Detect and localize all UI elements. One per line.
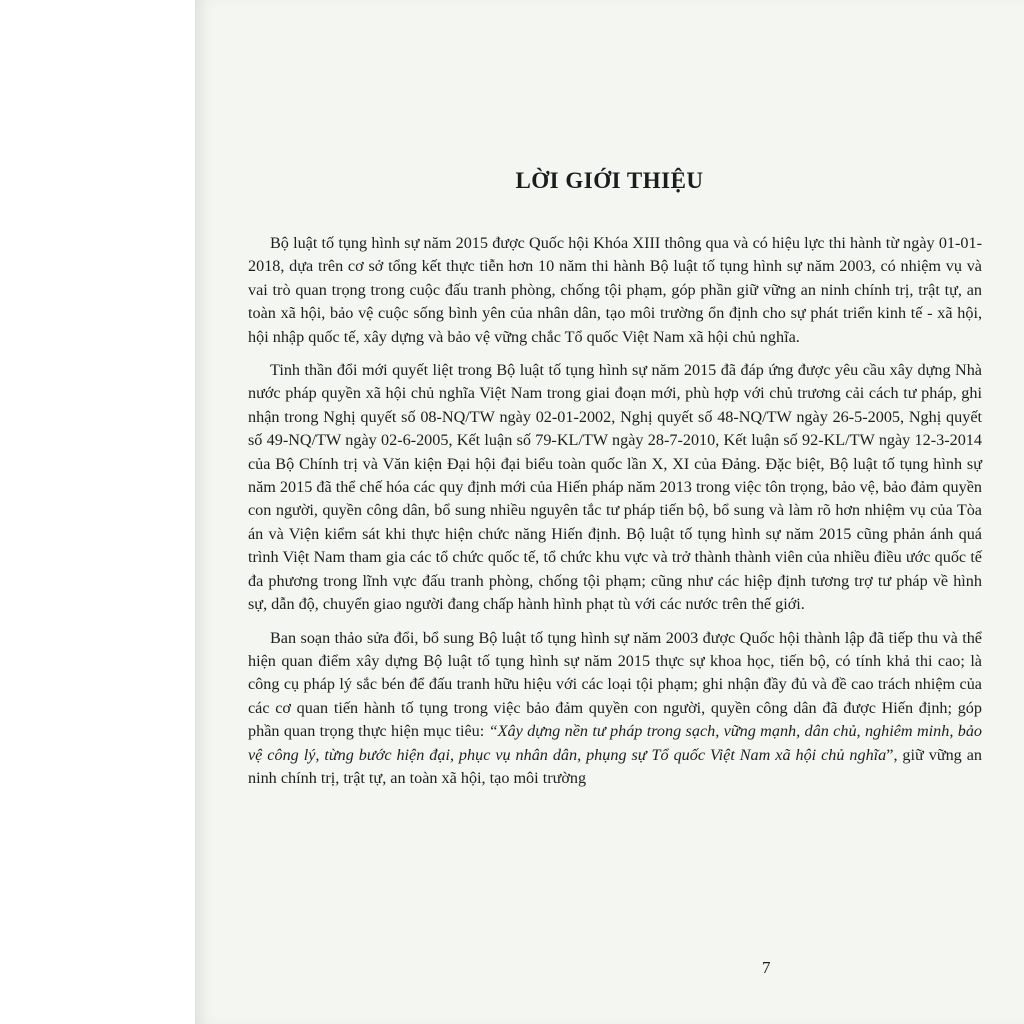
body-text <box>248 232 982 800</box>
book-page <box>195 0 1024 1024</box>
page-title: LỜI GIỚI THIỆU <box>515 168 704 193</box>
paragraph-3-tail: ”, giữ vững an ninh chính trị, trật tự, an toàn xã hội, tạo môi trường <box>248 745 982 787</box>
paragraph-3 <box>248 627 982 791</box>
paragraph-3-text: Ban soạn thảo sửa đổi, bổ sung Bộ luật tố tụng hình sự năm 2003 được Quốc hội thành lập đã tiếp thu và thể hiện quan điểm xây dựng Bộ luật tố tụng hình sự năm 2015 thực sự khoa học, tiến bộ, có tính khả thi cao; là công cụ pháp lý sắc bén để đấu tranh hữu hiệu với các loại tội phạm; ghi nhận đầy đủ và đề cao trách nhiệm của các cơ quan tiến hành tố tụng trong việc bảo đảm quyền con người, quyền công dân đã được Hiến định; góp phần quan trọng thực hiện mục tiêu: <box>248 628 982 741</box>
page-number: 7 <box>762 958 771 977</box>
paragraph-1: Bộ luật tố tụng hình sự năm 2015 được Quốc hội Khóa XIII thông qua và có hiệu lực thi hành từ ngày 01-01-2018, dựa trên cơ sở tổng kết thực tiễn hơn 10 năm thi hành Bộ luật tố tụng hình sự năm 2003, có nhiệm vụ và vai trò quan trọng trong cuộc đấu tranh phòng, chống tội phạm, góp phần giữ vững an ninh chính trị, trật tự, an toàn xã hội, bảo vệ cuộc sống bình yên của nhân dân, tạo môi trường ổn định cho sự phát triển kinh tế - xã hội, hội nhập quốc tế, xây dựng và bảo vệ vững chắc Tổ quốc Việt Nam xã hội chủ nghĩa. <box>248 234 982 346</box>
paragraph-3-quote: “Xây dựng nền tư pháp trong sạch, vững mạnh, dân chủ, nghiêm minh, bảo vệ công lý, từng bước hiện đại, phục vụ nhân dân, phụng sự Tổ quốc Việt Nam xã hội chủ nghĩa <box>248 722 982 764</box>
paragraph-2: Tinh thần đổi mới quyết liệt trong Bộ luật tố tụng hình sự năm 2015 đã đáp ứng được yêu cầu xây dựng Nhà nước pháp quyền xã hội chủ nghĩa Việt Nam trong giai đoạn mới, phù hợp với chủ trương cải cách tư pháp, ghi nhận trong Nghị quyết số 08-NQ/TW ngày 02-01-2002, Nghị quyết số 48-NQ/TW ngày 26-5-2005, Nghị quyết số 49-NQ/TW ngày 02-6-2005, Kết luận số 79-KL/TW ngày 28-7-2010, Kết luận số 92-KL/TW ngày 12-3-2014 của Bộ Chính trị và Văn kiện Đại hội đại biểu toàn quốc lần X, XI của Đảng. Đặc biệt, Bộ luật tố tụng hình sự năm 2015 đã thể chế hóa các quy định mới của Hiến pháp năm 2013 trong việc tôn trọng, bảo vệ, bảo đảm quyền con người, quyền công dân, bổ sung nhiều nguyên tắc tư pháp tiến bộ, bổ sung và làm rõ hơn nhiệm vụ của Tòa án và Viện kiểm sát khi thực hiện chức năng Hiến định. Bộ luật tố tụng hình sự năm 2015 cũng phản ánh quá trình Việt Nam tham gia các tổ chức quốc tế, tổ chức khu vực và trở thành thành viên của nhiều điều ước quốc tế đa phương trong lĩnh vực đấu tranh phòng, chống tội phạm; cũng như các hiệp định tương trợ tư pháp về hình sự, dẫn độ, chuyển giao người đang chấp hành hình phạt tù với các nước trên thế giới. <box>248 361 982 614</box>
